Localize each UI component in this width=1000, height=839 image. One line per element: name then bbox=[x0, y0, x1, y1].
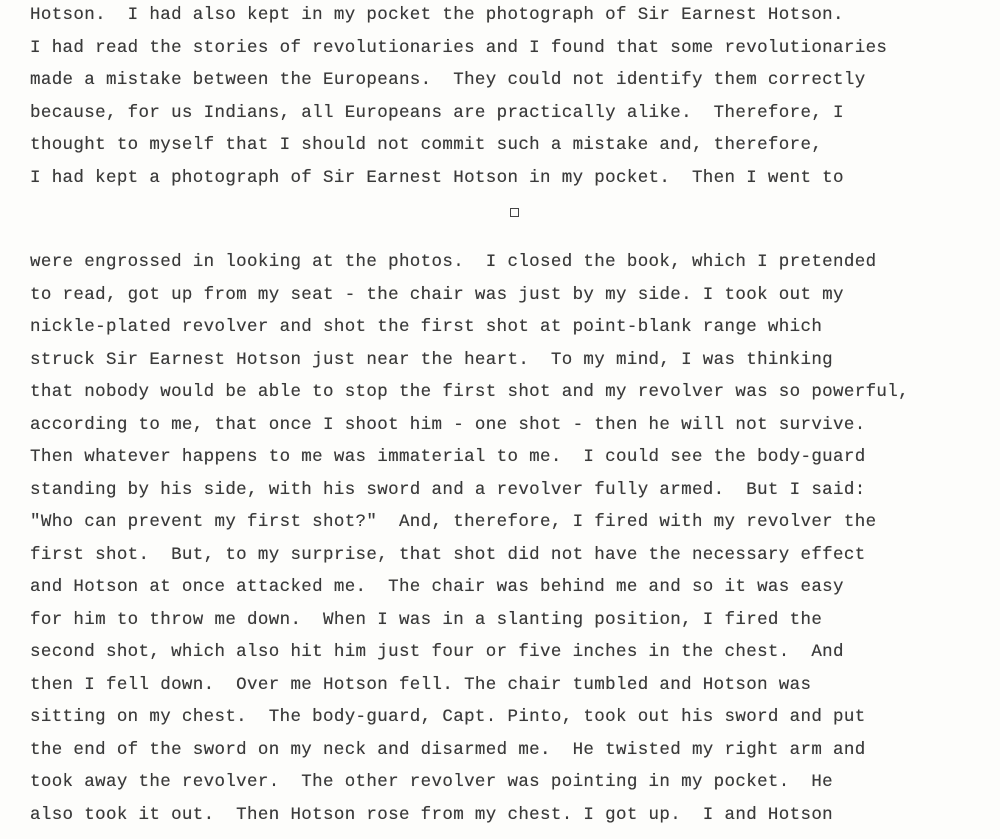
text-line: I had kept a photograph of Sir Earnest Hotson in my pocket. Then I went to bbox=[30, 167, 844, 188]
text-line: nickle-plated revolver and shot the first shot at point-blank range which bbox=[30, 317, 823, 337]
text-line: thought to myself that I should not commit such a mistake and, therefore, bbox=[30, 135, 823, 155]
text-line: "Who can prevent my first shot?" And, therefore, I fired with my revolver the bbox=[30, 512, 877, 532]
text-line: first shot. But, to my surprise, that shot did not have the necessary effect bbox=[30, 544, 866, 565]
text-line: I had read the stories of revolutionaries and I found that some revolutionaries bbox=[30, 37, 888, 58]
text-line: also took it out. Then Hotson rose from my chest. I got up. I and Hotson bbox=[30, 804, 834, 825]
text-line: took away the revolver. The other revolver was pointing in my pocket. He bbox=[30, 772, 834, 792]
text-line: to read, got up from my seat - the chair was just by my side. I took out my bbox=[30, 284, 844, 305]
text-fragment-top bbox=[30, 4, 887, 199]
text-line: made a mistake between the Europeans. They could not identify them correctly bbox=[30, 70, 866, 90]
text-line: that nobody would be able to stop the first shot and my revolver was so powerful, bbox=[30, 382, 909, 402]
text-line: sitting on my chest. The body-guard, Capt. Pinto, took out his sword and put bbox=[30, 707, 866, 727]
text-line: for him to throw me down. When I was in a slanting position, I fired the bbox=[30, 609, 823, 630]
text-line: and Hotson at once attacked me. The chair was behind me and so it was easy bbox=[30, 577, 844, 597]
text-line: according to me, that once I shoot him - one shot - then he will not survive. bbox=[30, 414, 866, 435]
text-line: the end of the sword on my neck and disarmed me. He twisted my right arm and bbox=[30, 739, 866, 760]
text-line: second shot, which also hit him just four or five inches in the chest. And bbox=[30, 642, 844, 662]
text-line: struck Sir Earnest Hotson just near the heart. To my mind, I was thinking bbox=[30, 349, 834, 370]
text-line: then I fell down. Over me Hotson fell. The chair tumbled and Hotson was bbox=[30, 674, 812, 695]
text-line: were engrossed in looking at the photos. I closed the book, which I pretended bbox=[30, 252, 877, 272]
fragment-gap-marker bbox=[510, 208, 519, 217]
text-line: Then whatever happens to me was immaterial to me. I could see the body-guard bbox=[30, 447, 866, 467]
text-fragment-bottom bbox=[30, 251, 909, 836]
text-line: Hotson. I had also kept in my pocket the photograph of Sir Earnest Hotson. bbox=[30, 5, 844, 25]
text-line: standing by his side, with his sword and a revolver fully armed. But I said: bbox=[30, 479, 866, 500]
text-line: because, for us Indians, all Europeans are practically alike. Therefore, I bbox=[30, 102, 844, 123]
